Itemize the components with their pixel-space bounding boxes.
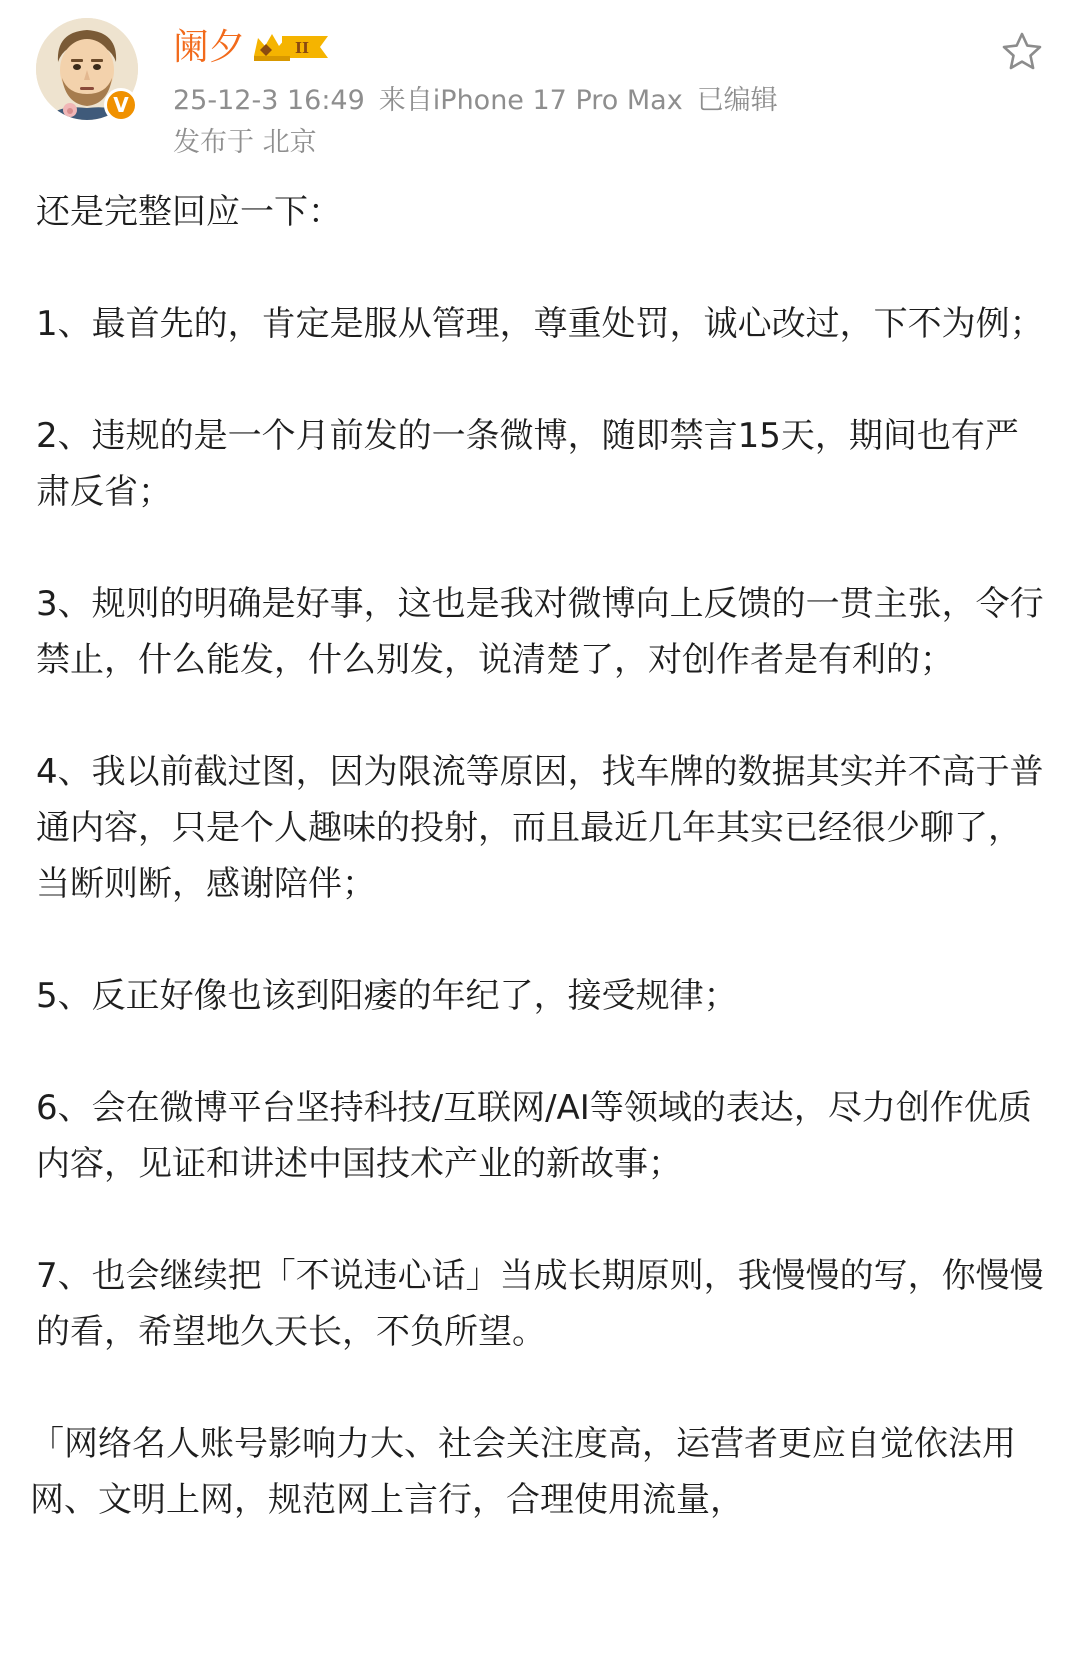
post-content — [30, 184, 1046, 1528]
post-item-3: 3、规则的明确是好事，这也是我对微博向上反馈的一贯主张，令行禁止，什么能发，什么别发，说清楚了，对创作者是有利的； — [36, 584, 1044, 680]
edited-label[interactable]: 已编辑 — [696, 85, 778, 116]
post-quote: 「网络名人账号影响力大、社会关注度高，运营者更应自觉依法用网、文明上网，规范网上言行，合理使用流量， — [30, 1424, 1016, 1520]
post-location: 发布于 北京 — [173, 127, 317, 158]
post-item-6: 6、会在微博平台坚持科技/互联网/AI等领域的表达，尽力创作优质内容，见证和讲述中国技术产业的新故事； — [36, 1088, 1032, 1184]
post-item-4: 4、我以前截过图，因为限流等原因，找车牌的数据其实并不高于普通内容，只是个人趣味的投射，而且最近几年其实已经很少聊了，当断则断，感谢陪伴； — [36, 752, 1044, 904]
post-header — [0, 0, 1080, 170]
post-item-7: 7、也会继续把「不说违心话」当成长期原则，我慢慢的写，你慢慢的看，希望地久天长，不负所望。 — [36, 1256, 1044, 1352]
bottom-fade — [0, 1607, 1080, 1667]
crown-level-badge-icon[interactable] — [252, 30, 330, 68]
post-intro: 还是完整回应一下： — [36, 192, 342, 232]
post-item-2: 2、违规的是一个月前发的一条微博，随即禁言15天，期间也有严肃反省； — [36, 416, 1019, 512]
username[interactable]: 阑夕 — [173, 27, 246, 68]
favorite-button[interactable] — [1000, 30, 1044, 74]
post-item-1: 1、最首先的，肯定是服从管理，尊重处罚，诚心改过，下不为例； — [36, 304, 1044, 344]
post-item-5: 5、反正好像也该到阳痿的年纪了，接受规律； — [36, 976, 738, 1016]
vip-level-text: II — [294, 39, 310, 57]
star-outline-icon — [1000, 30, 1044, 74]
post-timestamp[interactable]: 25-12-3 16:49 — [173, 85, 365, 116]
post-meta — [173, 82, 792, 120]
verified-v-icon: V — [104, 88, 138, 122]
post-source: 来自iPhone 17 Pro Max — [378, 85, 683, 116]
